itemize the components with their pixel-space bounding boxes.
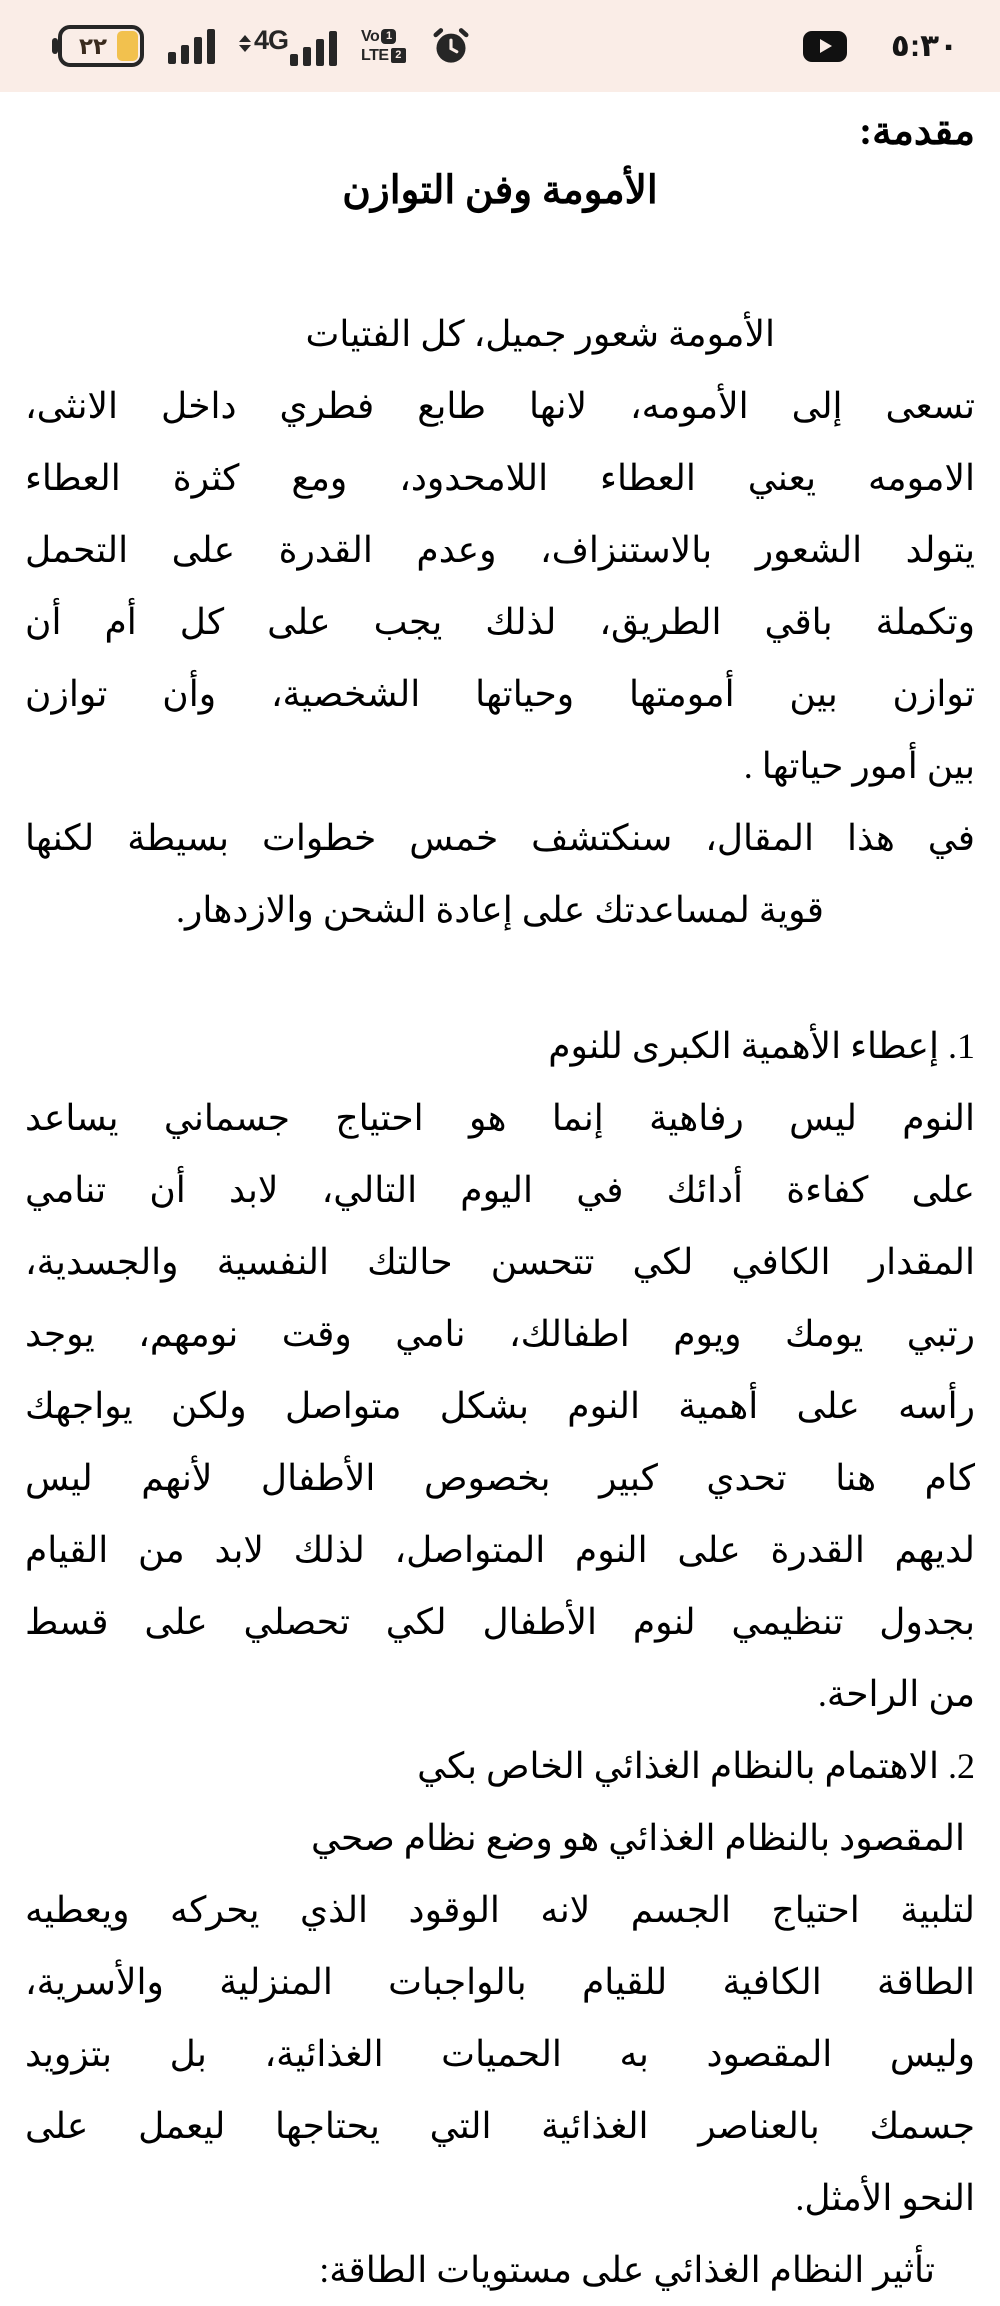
text-line: لديهم القدرة على النوم المتواصل، لذلك لابد من القيام <box>25 1530 975 1570</box>
text-line: على كفاءة أدائك في اليوم التالي، لابد أن تنامي <box>25 1170 975 1210</box>
sim2-badge: 2 <box>391 48 406 63</box>
network-indicator <box>239 24 337 66</box>
battery-percent: ٢٢ <box>78 32 108 59</box>
battery-nub <box>52 38 58 54</box>
volte-sim2 <box>361 48 406 64</box>
text-line: قوية لمساعدتك على إعادة الشحن والازدهار. <box>176 890 824 930</box>
text-line: النحو الأمثل. <box>795 2178 975 2218</box>
battery-icon <box>58 25 144 67</box>
volte-indicator <box>361 29 406 64</box>
document-page <box>0 92 1000 2306</box>
data-updown-arrows-icon <box>239 35 251 52</box>
volte-label-2: LTE <box>361 46 389 64</box>
text-line: الأمومة شعور جميل، كل الفتيات <box>305 314 775 354</box>
status-bar <box>0 0 1000 92</box>
text-line: توازن بين أمومتها وحياتها الشخصية، وأن توازن <box>25 674 975 714</box>
volte-label-1: Vo <box>361 27 380 45</box>
text-line: بين أمور حياتها . <box>743 746 975 786</box>
text-line: جسمك بالعناصر الغذائية التي يحتاجها ليعمل على <box>25 2106 975 2146</box>
intro-heading: مقدمة: <box>859 110 975 153</box>
text-line: وتكملة باقي الطريق، لذلك يجب على كل أم أن <box>25 602 975 642</box>
page-title: الأمومة وفن التوازن <box>342 169 658 212</box>
text-line: كام هنا تحدي كبير بخصوص الأطفال لأنهم ليس <box>25 1458 975 1498</box>
battery-fill <box>117 31 138 61</box>
volte-sim1 <box>361 29 406 45</box>
status-time: ٥:٣٠ <box>890 28 958 63</box>
text-line: المقدار الكافي لكي تتحسن حالتك النفسية والجسدية، <box>25 1242 975 1282</box>
text-line: النوم ليس رفاهية إنما هو احتياج جسماني يساعد <box>25 1098 975 1138</box>
signal-bars-sim2-icon <box>290 30 337 66</box>
text-line: تسعى إلى الأمومه، لانها طابع فطري داخل الانثى، <box>25 386 975 426</box>
text-line: من الراحة. <box>817 1674 975 1714</box>
status-bar-left-cluster <box>58 25 472 67</box>
status-bar-right-cluster <box>803 28 958 64</box>
section-1-heading: 1. إعطاء الأهمية الكبرى للنوم <box>548 1026 975 1066</box>
network-type-label: 4G <box>254 24 289 55</box>
text-line: المقصود بالنظام الغذائي هو وضع نظام صحي <box>310 1818 965 1858</box>
text-line: في هذا المقال، سنكتشف خمس خطوات بسيطة لكنها <box>25 818 975 858</box>
youtube-notification-icon <box>803 31 847 62</box>
alarm-clock-icon <box>430 25 472 67</box>
text-line: يتولد الشعور بالاستنزاف، وعدم القدرة على التحمل <box>25 530 975 570</box>
text-line: تأثير النظام الغذائي على مستويات الطاقة: <box>319 2250 935 2290</box>
signal-bars-sim1-icon <box>168 28 215 64</box>
sim1-badge: 1 <box>381 29 396 44</box>
article-body <box>25 298 975 2306</box>
text-line: وليس المقصود به الحميات الغذائية، بل بتزويد <box>25 2034 975 2074</box>
section-2-heading: 2. الاهتمام بالنظام الغذائي الخاص بكي <box>417 1746 975 1786</box>
section-gap <box>25 946 975 1010</box>
text-line: رتبي يومك ويوم اطفالك، نامي وقت نومهم، يوجد <box>25 1314 975 1354</box>
text-line: رأسه على أهمية النوم بشكل متواصل ولكن يواجهك <box>25 1386 975 1426</box>
text-line: الطاقة الكافية للقيام بالواجبات المنزلية والأسرية، <box>25 1962 976 2002</box>
text-line: لتلبية احتياج الجسم لانه الوقود الذي يحركه ويعطيه <box>25 1890 975 1930</box>
play-triangle-icon <box>820 39 832 53</box>
text-line: الامومه يعني العطاء اللامحدود، ومع كثرة العطاء <box>25 458 975 498</box>
text-line: بجدول تنظيمي لنوم الأطفال لكي تحصلي على قسط <box>25 1602 975 1642</box>
